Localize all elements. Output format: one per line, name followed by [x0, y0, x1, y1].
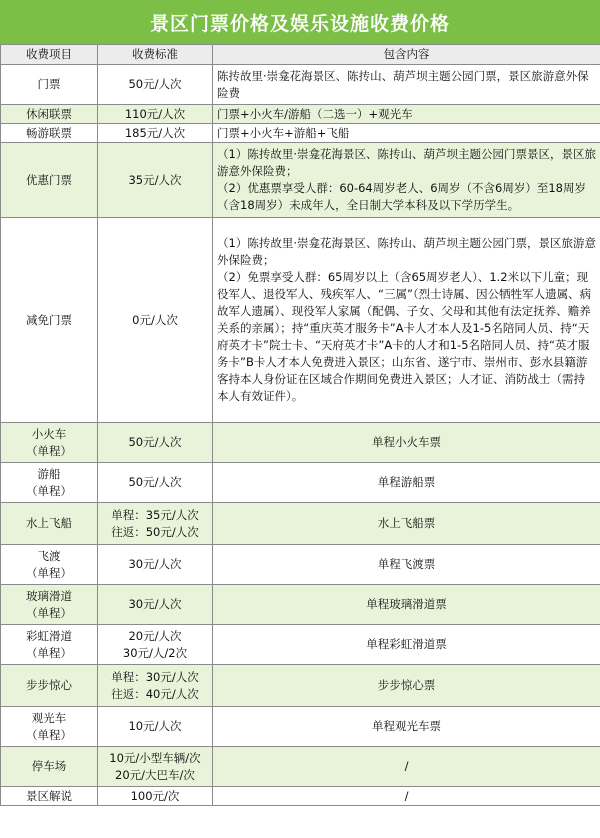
- header-item: 收费项目: [1, 45, 98, 65]
- cell-price-line: 100元/次: [130, 788, 180, 803]
- table-row: [1, 65, 600, 105]
- cell-item: [1, 787, 98, 806]
- table-row: [1, 218, 600, 423]
- cell-item-line: 游船: [37, 466, 61, 481]
- cell-content: [213, 625, 600, 665]
- cell-item: [1, 665, 98, 707]
- cell-item: [1, 143, 98, 218]
- table-row: [1, 707, 600, 747]
- cell-content: [213, 665, 600, 707]
- cell-item-line: 优惠门票: [26, 172, 72, 187]
- cell-item-line: 休闲联票: [26, 106, 72, 121]
- cell-item: [1, 65, 98, 105]
- cell-price: [98, 423, 213, 463]
- table-row: [1, 747, 600, 787]
- table-row: [1, 423, 600, 463]
- cell-price: [98, 625, 213, 665]
- cell-content-line: 步步惊心票: [377, 678, 436, 692]
- cell-content-line: 门票+小火车/游船（二选一）+观光车: [217, 106, 413, 121]
- cell-price-line: 30元/人次: [128, 597, 182, 611]
- cell-content: [213, 105, 600, 124]
- cell-item-line: 门票: [37, 77, 61, 91]
- cell-price: [98, 747, 213, 787]
- cell-item-line: 小火车: [31, 426, 67, 441]
- cell-content: [213, 545, 600, 585]
- cell-item-line: 观光车: [31, 710, 67, 725]
- table-header-row: [1, 45, 600, 65]
- cell-item-line: 水上飞船: [26, 516, 72, 530]
- table-row: [1, 665, 600, 707]
- cell-price: [98, 105, 213, 124]
- cell-item: [1, 463, 98, 503]
- cell-item-line: （单程）: [26, 727, 72, 742]
- cell-price: [98, 218, 213, 423]
- cell-content: [213, 124, 600, 143]
- cell-price: [98, 503, 213, 545]
- cell-item-line: 畅游联票: [26, 125, 72, 140]
- cell-content-line: （1）陈抟故里·崇龛花海景区、陈抟山、葫芦坝主题公园门票景区，景区旅游意外保险费；: [217, 147, 596, 178]
- cell-content: [213, 707, 600, 747]
- cell-content-line: （2）免票享受人群：65周岁以上（含65周岁老人）、1.2米以下儿童；现役军人、退役军人、残疾军人、“三属”（烈士诗属、因公牺牲军人遗属、病故军人遗属）、现役军人家属（配偶、子女、父母和其他有法定抚养、赡养关系的亲属）；持“重庆英才服务卡”A卡人才本人及1-5名陪同人员、持“天府英才卡”院士卡、“天府英才卡”A卡的人才和1-5名陪同人员、持“英才服务卡”B卡人才本人免费进入景区；山东省、遂宁市、崇州市、彭水县籍游客持本人身份证在区域合作期间免费进入景区；人才证、消防战士（需持本人有效证件）。: [217, 270, 592, 403]
- cell-item-line: 玻璃滑道: [26, 588, 72, 603]
- cell-price-line: 110元/人次: [124, 106, 186, 121]
- cell-item: [1, 545, 98, 585]
- cell-price: [98, 707, 213, 747]
- cell-price-line: 往返：50元/人次: [111, 524, 199, 539]
- cell-item: [1, 625, 98, 665]
- cell-price-line: 10元/小型车辆/次: [109, 750, 201, 765]
- cell-item: [1, 503, 98, 545]
- cell-price-line: 185元/人次: [124, 125, 186, 140]
- price-table: [0, 44, 600, 806]
- cell-price-line: 35元/人次: [128, 172, 182, 187]
- table-row: [1, 545, 600, 585]
- cell-item: [1, 124, 98, 143]
- cell-price: [98, 463, 213, 503]
- table-row: [1, 105, 600, 124]
- cell-price-line: 0元/人次: [132, 312, 178, 327]
- cell-item: [1, 423, 98, 463]
- table-row: [1, 124, 600, 143]
- table-row: [1, 143, 600, 218]
- cell-content-line: 门票+小火车+游船+飞船: [217, 125, 350, 140]
- cell-content: [213, 747, 600, 787]
- page-title: 景区门票价格及娱乐设施收费价格: [0, 0, 600, 44]
- cell-item-line: （单程）: [26, 645, 72, 660]
- cell-item-line: 停车场: [31, 759, 67, 773]
- cell-content-line: 陈抟故里·崇龛花海景区、陈抟山、葫芦坝主题公园门票，景区旅游意外保险费: [217, 68, 589, 100]
- table-row: [1, 503, 600, 545]
- header-content: 包含内容: [213, 45, 600, 65]
- cell-content-line: 单程观光车票: [372, 719, 441, 733]
- header-price: 收费标准: [98, 45, 213, 65]
- cell-item-line: 彩虹滑道: [26, 628, 72, 643]
- cell-content-line: /: [404, 788, 409, 803]
- cell-item-line: 景区解说: [26, 788, 72, 803]
- cell-price-line: 50元/人次: [128, 435, 182, 449]
- cell-content-line: 单程玻璃滑道票: [366, 597, 447, 611]
- cell-content-line: 单程小火车票: [372, 435, 441, 449]
- cell-content: [213, 65, 600, 105]
- cell-content: [213, 423, 600, 463]
- cell-price-line: 单程：30元/人次: [111, 669, 199, 684]
- cell-price: [98, 545, 213, 585]
- cell-price: [98, 65, 213, 105]
- cell-content-line: 单程飞渡票: [377, 557, 436, 571]
- cell-price-line: 50元/人次: [128, 77, 182, 91]
- cell-content: [213, 143, 600, 218]
- cell-item: [1, 585, 98, 625]
- cell-content-line: 单程游船票: [377, 475, 436, 489]
- cell-price-line: 50元/人次: [128, 475, 182, 489]
- cell-content-line: /: [404, 759, 409, 773]
- cell-item: [1, 218, 98, 423]
- cell-content: [213, 787, 600, 806]
- cell-price: [98, 585, 213, 625]
- cell-price: [98, 143, 213, 218]
- cell-item: [1, 707, 98, 747]
- cell-content: [213, 585, 600, 625]
- cell-item-line: （单程）: [26, 605, 72, 620]
- cell-price-line: 30元/人/2次: [122, 645, 188, 660]
- cell-content: [213, 218, 600, 423]
- cell-price-line: 30元/人次: [128, 557, 182, 571]
- cell-price-line: 10元/人次: [128, 719, 182, 733]
- table-row: [1, 787, 600, 806]
- cell-price: [98, 124, 213, 143]
- cell-item-line: 减免门票: [26, 312, 72, 327]
- cell-content-line: （2）优惠票享受人群：60-64周岁老人、6周岁（不含6周岁）至18周岁（含18周岁）未成年人，全日制大学本科及以下学历学生。: [217, 181, 586, 212]
- cell-price: [98, 787, 213, 806]
- cell-content: [213, 463, 600, 503]
- cell-price-line: 单程：35元/人次: [111, 507, 199, 522]
- cell-price: [98, 665, 213, 707]
- table-row: [1, 585, 600, 625]
- cell-item-line: （单程）: [26, 443, 72, 458]
- cell-price-line: 往返：40元/人次: [111, 686, 199, 701]
- cell-item-line: （单程）: [26, 565, 72, 580]
- table-row: [1, 463, 600, 503]
- table-row: [1, 625, 600, 665]
- cell-content: [213, 503, 600, 545]
- cell-price-line: 20元/大巴车/次: [115, 767, 195, 782]
- cell-price-line: 20元/人次: [128, 628, 182, 643]
- cell-item-line: 飞渡: [37, 548, 61, 563]
- cell-content-line: 水上飞船票: [377, 516, 436, 530]
- cell-content-line: （1）陈抟故里·崇龛花海景区、陈抟山、葫芦坝主题公园门票，景区旅游意外保险费；: [217, 236, 596, 267]
- cell-item: [1, 747, 98, 787]
- cell-item-line: （单程）: [26, 483, 72, 498]
- cell-item: [1, 105, 98, 124]
- cell-item-line: 步步惊心: [26, 678, 72, 692]
- cell-content-line: 单程彩虹滑道票: [366, 637, 447, 651]
